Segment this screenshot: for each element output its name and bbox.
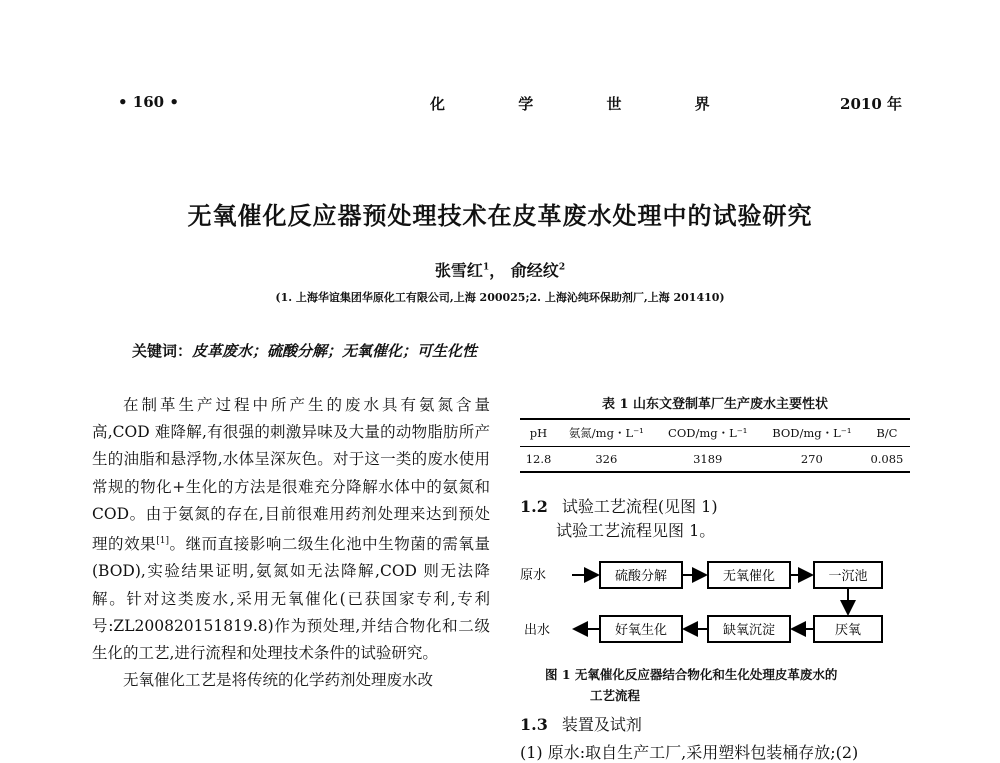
- section-number: 1.2: [520, 497, 548, 516]
- table-cell: 0.085: [870, 452, 904, 466]
- section-title: 试验工艺流程(见图 1): [561, 497, 718, 516]
- table-header-cell: BOD/mg・L⁻¹: [772, 426, 852, 440]
- table-header-row: [520, 419, 910, 447]
- author-1: 张雪红: [434, 261, 483, 280]
- figure-caption: 图 1 无氧催化反应器结合物化和生化处理皮革废水的 工艺流程: [545, 667, 838, 703]
- table-header-cell: B/C: [876, 426, 898, 440]
- publication-year: 2010 年: [840, 95, 902, 113]
- svg-text:缺氧沉淀: 缺氧沉淀: [722, 623, 776, 638]
- journal-name: 化 学 世 界: [430, 95, 744, 113]
- node-primary-tank: [814, 562, 882, 588]
- node-raw-water: 原水: [520, 568, 547, 583]
- svg-text:硫酸分解: 硫酸分解: [614, 569, 668, 584]
- table-caption: 表 1 山东文登制革厂生产废水主要性状: [601, 397, 829, 412]
- keywords-value: 皮革废水；硫酸分解；无氧催化；可生化性: [192, 342, 478, 360]
- table-header-cell: pH: [529, 426, 548, 440]
- author-2-affil: 2: [558, 262, 566, 273]
- article-title: 无氧催化反应器预处理技术在皮革废水处理中的试验研究: [187, 201, 813, 230]
- properties-table: [520, 418, 910, 473]
- author-separator: ，: [489, 261, 506, 280]
- body-paragraph-1: 在制革生产过程中所产生的废水具有氨氮含量高,COD 难降解,有很强的刺激异味及大量的动物脂肪所产生的油脂和悬浮物,水体呈深灰色。对于这一类的废水使用常规的物化+生化的方法是很难充分降解水体中的氨氮和 COD。由于氨氮的存在,目前很难用药剂处理来达到预处理的效果[1]。继而直接影响二级生化池中生物菌的需氧量(BOD),实验结果证明,氨氮如无法降解,COD 则无法降解。针对这类废水,采用无氧催化(已获国家专利,专利号:ZL200820151819.8)作为预处理,并结合物化和二级生化的工艺,进行流程和处理技术条件的试验研究。: [92, 396, 490, 662]
- svg-text:厌氧: 厌氧: [834, 623, 862, 638]
- section-title: 装置及试剂: [561, 715, 642, 734]
- table-header-cell: 氨氮/mg・L⁻¹: [568, 426, 644, 440]
- affiliation: (1. 上海华谊集团华原化工有限公司,上海 200025;2. 上海沁纯环保助剂厂,上海 201410): [275, 291, 725, 304]
- authors: [0, 258, 1000, 281]
- left-column: [92, 392, 490, 694]
- process-flowchart: [520, 548, 920, 668]
- section-1-3-heading: [520, 712, 642, 735]
- table-cell: 3189: [693, 452, 723, 466]
- node-aerobic: [600, 616, 682, 642]
- body-paragraph-2: 无氧催化工艺是将传统的化学药剂处理废水改: [123, 671, 434, 690]
- citation-ref: [1]: [156, 536, 169, 547]
- section-1-3-body: (1) 原水:取自生产工厂,采用塑料包装桶存放;(2): [520, 743, 859, 762]
- section-1-2-body: 试验工艺流程见图 1。: [556, 521, 716, 540]
- keywords-label: 关键词：: [132, 342, 193, 360]
- node-anaerobic: [814, 616, 882, 642]
- section-1-2-heading: [520, 494, 718, 517]
- node-anoxic-settling: [708, 616, 790, 642]
- page-number: • 160 •: [118, 93, 179, 111]
- node-anoxic-catalysis: [708, 562, 790, 588]
- svg-text:无氧催化: 无氧催化: [722, 569, 776, 584]
- table-cell: 326: [595, 452, 618, 466]
- node-effluent: 出水: [524, 623, 551, 638]
- svg-text:一沉池: 一沉池: [828, 569, 868, 584]
- table-row: [520, 447, 910, 473]
- section-number: 1.3: [520, 715, 548, 734]
- table-header-cell: COD/mg・L⁻¹: [668, 426, 748, 440]
- table-cell: 270: [800, 452, 823, 466]
- svg-text:好氧生化: 好氧生化: [614, 623, 668, 638]
- keywords: [132, 340, 477, 361]
- node-sulfuric: [600, 562, 682, 588]
- table-cell: 12.8: [525, 452, 552, 466]
- author-2: 俞经纹: [510, 261, 559, 280]
- author-1-affil: 1: [482, 262, 490, 273]
